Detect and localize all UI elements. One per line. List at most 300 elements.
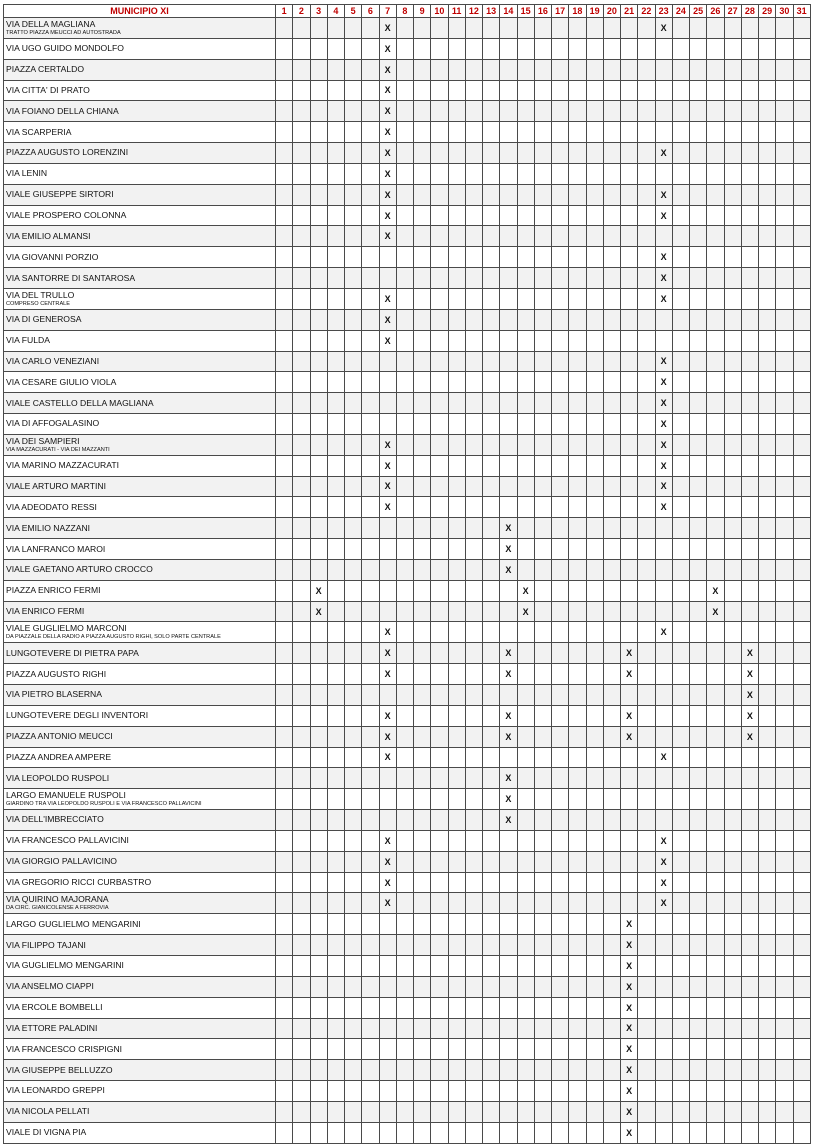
day-cell xyxy=(603,414,620,435)
day-cell xyxy=(638,580,655,601)
day-cell xyxy=(276,622,293,643)
day-cell xyxy=(793,935,810,956)
day-cell xyxy=(448,1122,465,1143)
day-cell xyxy=(793,184,810,205)
day-cell xyxy=(345,893,362,914)
day-cell xyxy=(448,1039,465,1060)
day-cell xyxy=(793,851,810,872)
day-cell xyxy=(672,351,689,372)
day-cell xyxy=(655,1018,672,1039)
day-cell xyxy=(465,976,482,997)
day-cell xyxy=(276,205,293,226)
day-cell xyxy=(793,768,810,789)
day-cell xyxy=(759,143,776,164)
street-cell xyxy=(4,768,276,789)
day-cell xyxy=(465,18,482,39)
day-cell xyxy=(414,288,431,309)
day-cell xyxy=(534,184,551,205)
day-cell xyxy=(690,38,707,59)
day-cell xyxy=(638,351,655,372)
day-cell xyxy=(396,330,413,351)
day-cell xyxy=(552,476,569,497)
day-cell xyxy=(603,38,620,59)
day-cell xyxy=(534,122,551,143)
day-cell xyxy=(414,393,431,414)
day-cell xyxy=(414,80,431,101)
day-cell xyxy=(500,455,517,476)
day-cell xyxy=(414,455,431,476)
day-cell xyxy=(345,184,362,205)
day-cell xyxy=(672,622,689,643)
day-cell xyxy=(448,955,465,976)
day-cell xyxy=(638,288,655,309)
day-cell xyxy=(345,976,362,997)
day-cell xyxy=(759,810,776,831)
day-cell xyxy=(552,38,569,59)
day-cell xyxy=(431,18,448,39)
day-cell xyxy=(362,1060,379,1081)
day-cell xyxy=(569,747,586,768)
day-cell xyxy=(759,476,776,497)
street-name: VIA EMILIO ALMANSI xyxy=(6,230,91,241)
day-cell xyxy=(655,955,672,976)
day-cell xyxy=(759,101,776,122)
day-cell xyxy=(310,59,327,80)
cleaning-mark: X xyxy=(621,1039,638,1060)
cleaning-mark: X xyxy=(379,205,396,226)
day-cell xyxy=(310,288,327,309)
day-cell xyxy=(759,1122,776,1143)
day-cell xyxy=(759,768,776,789)
day-cell xyxy=(724,935,741,956)
day-cell xyxy=(586,476,603,497)
day-cell xyxy=(552,851,569,872)
day-cell xyxy=(483,268,500,289)
day-cell xyxy=(414,330,431,351)
day-cell xyxy=(465,997,482,1018)
day-cell xyxy=(517,268,534,289)
day-cell xyxy=(638,122,655,143)
day-cell xyxy=(379,518,396,539)
day-cell xyxy=(707,997,724,1018)
day-cell xyxy=(362,18,379,39)
day-cell xyxy=(345,997,362,1018)
day-cell xyxy=(431,1081,448,1102)
day-cell xyxy=(517,643,534,664)
day-cell xyxy=(552,455,569,476)
day-cell xyxy=(707,768,724,789)
day-cell xyxy=(465,497,482,518)
day-cell xyxy=(396,497,413,518)
day-cell xyxy=(293,309,310,330)
day-cell xyxy=(638,643,655,664)
cleaning-mark: X xyxy=(741,643,758,664)
day-cell xyxy=(672,789,689,810)
day-cell xyxy=(465,914,482,935)
day-cell xyxy=(534,518,551,539)
day-cell xyxy=(276,705,293,726)
day-cell xyxy=(672,476,689,497)
day-cell xyxy=(327,226,344,247)
day-cell xyxy=(603,372,620,393)
day-cell xyxy=(690,476,707,497)
day-cell xyxy=(603,559,620,580)
day-cell xyxy=(396,872,413,893)
day-cell xyxy=(724,18,741,39)
day-cell xyxy=(431,59,448,80)
cleaning-mark: X xyxy=(655,497,672,518)
day-cell xyxy=(345,747,362,768)
day-cell xyxy=(776,497,793,518)
day-cell xyxy=(586,976,603,997)
day-cell xyxy=(741,872,758,893)
day-cell xyxy=(276,810,293,831)
day-cell xyxy=(707,1122,724,1143)
day-cell xyxy=(396,935,413,956)
day-cell xyxy=(603,1039,620,1060)
day-cell xyxy=(345,1060,362,1081)
day-cell xyxy=(327,935,344,956)
day-cell xyxy=(690,309,707,330)
day-cell xyxy=(603,601,620,622)
day-cell xyxy=(517,810,534,831)
day-cell xyxy=(638,455,655,476)
day-cell xyxy=(293,143,310,164)
day-cell xyxy=(483,351,500,372)
day-cell xyxy=(638,976,655,997)
day-cell xyxy=(345,559,362,580)
day-header: 16 xyxy=(534,5,551,18)
day-cell xyxy=(707,789,724,810)
day-cell xyxy=(293,976,310,997)
day-cell xyxy=(293,685,310,706)
day-cell xyxy=(327,747,344,768)
day-cell xyxy=(448,247,465,268)
day-cell xyxy=(448,205,465,226)
day-cell xyxy=(672,810,689,831)
day-cell xyxy=(793,810,810,831)
day-cell xyxy=(327,893,344,914)
day-cell xyxy=(552,664,569,685)
day-cell xyxy=(483,685,500,706)
day-cell xyxy=(362,539,379,560)
day-cell xyxy=(741,559,758,580)
table-row xyxy=(4,247,811,268)
cleaning-mark: X xyxy=(379,38,396,59)
day-cell xyxy=(293,935,310,956)
day-cell xyxy=(793,1018,810,1039)
day-cell xyxy=(603,205,620,226)
day-cell xyxy=(621,309,638,330)
day-cell xyxy=(655,789,672,810)
day-cell xyxy=(724,976,741,997)
cleaning-mark: X xyxy=(655,184,672,205)
day-cell xyxy=(431,1101,448,1122)
day-cell xyxy=(776,59,793,80)
day-cell xyxy=(655,997,672,1018)
municipio-title: MUNICIPIO XI xyxy=(4,5,276,18)
day-cell xyxy=(345,351,362,372)
day-cell xyxy=(448,59,465,80)
day-cell xyxy=(362,726,379,747)
day-cell xyxy=(448,851,465,872)
day-cell xyxy=(603,226,620,247)
day-cell xyxy=(621,351,638,372)
day-cell xyxy=(500,476,517,497)
table-row xyxy=(4,226,811,247)
street-cell xyxy=(4,685,276,706)
day-cell xyxy=(741,539,758,560)
day-cell xyxy=(534,685,551,706)
day-cell xyxy=(534,288,551,309)
day-cell xyxy=(707,685,724,706)
day-cell xyxy=(465,393,482,414)
day-header: 9 xyxy=(414,5,431,18)
day-cell xyxy=(483,955,500,976)
day-cell xyxy=(793,1039,810,1060)
day-cell xyxy=(483,101,500,122)
day-cell xyxy=(759,518,776,539)
day-cell xyxy=(517,747,534,768)
day-cell xyxy=(517,976,534,997)
day-cell xyxy=(500,851,517,872)
day-cell xyxy=(362,893,379,914)
day-cell xyxy=(534,747,551,768)
day-cell xyxy=(603,685,620,706)
day-cell xyxy=(552,101,569,122)
day-cell xyxy=(431,539,448,560)
day-cell xyxy=(638,163,655,184)
day-cell xyxy=(534,101,551,122)
day-cell xyxy=(672,935,689,956)
day-cell xyxy=(724,1039,741,1060)
day-cell xyxy=(362,434,379,455)
day-cell xyxy=(414,372,431,393)
day-cell xyxy=(396,851,413,872)
day-cell xyxy=(414,518,431,539)
day-cell xyxy=(500,143,517,164)
day-cell xyxy=(483,1039,500,1060)
cleaning-mark: X xyxy=(379,184,396,205)
day-cell xyxy=(414,1101,431,1122)
day-cell xyxy=(672,1101,689,1122)
day-cell xyxy=(621,747,638,768)
day-cell xyxy=(396,747,413,768)
day-cell xyxy=(448,559,465,580)
day-cell xyxy=(431,914,448,935)
day-cell xyxy=(396,1018,413,1039)
street-cell xyxy=(4,518,276,539)
day-cell xyxy=(293,851,310,872)
day-cell xyxy=(569,205,586,226)
day-cell xyxy=(569,455,586,476)
day-cell xyxy=(517,893,534,914)
day-cell xyxy=(655,163,672,184)
day-cell xyxy=(327,601,344,622)
day-cell xyxy=(465,59,482,80)
day-cell xyxy=(552,1060,569,1081)
day-cell xyxy=(655,1039,672,1060)
day-cell xyxy=(793,455,810,476)
day-cell xyxy=(431,143,448,164)
day-cell xyxy=(690,705,707,726)
day-cell xyxy=(759,434,776,455)
street-cell xyxy=(4,1060,276,1081)
day-cell xyxy=(569,184,586,205)
table-row xyxy=(4,955,811,976)
day-cell xyxy=(586,372,603,393)
day-cell xyxy=(362,288,379,309)
day-cell xyxy=(465,288,482,309)
day-cell xyxy=(707,726,724,747)
street-name: VIA PIETRO BLASERNA xyxy=(6,689,102,700)
day-cell xyxy=(396,601,413,622)
day-cell xyxy=(483,768,500,789)
street-name: VIA FRANCESCO PALLAVICINI xyxy=(6,835,129,846)
day-cell xyxy=(483,726,500,747)
street-name: PIAZZA ENRICO FERMI xyxy=(6,585,101,596)
day-cell xyxy=(672,122,689,143)
day-cell xyxy=(327,1081,344,1102)
day-cell xyxy=(414,893,431,914)
day-header: 1 xyxy=(276,5,293,18)
day-cell xyxy=(448,309,465,330)
day-header: 2 xyxy=(293,5,310,18)
street-cell xyxy=(4,580,276,601)
day-cell xyxy=(293,997,310,1018)
day-cell xyxy=(310,685,327,706)
day-cell xyxy=(276,226,293,247)
day-cell xyxy=(362,1101,379,1122)
day-cell xyxy=(534,539,551,560)
day-cell xyxy=(707,288,724,309)
day-cell xyxy=(276,351,293,372)
day-cell xyxy=(741,851,758,872)
day-cell xyxy=(414,38,431,59)
day-cell xyxy=(690,184,707,205)
day-cell xyxy=(396,184,413,205)
day-cell xyxy=(431,184,448,205)
day-cell xyxy=(483,539,500,560)
day-cell xyxy=(362,622,379,643)
street-cell xyxy=(4,643,276,664)
street-cell xyxy=(4,414,276,435)
day-cell xyxy=(672,1060,689,1081)
day-cell xyxy=(724,393,741,414)
day-cell xyxy=(724,1122,741,1143)
day-cell xyxy=(276,476,293,497)
day-cell xyxy=(465,851,482,872)
street-cell xyxy=(4,247,276,268)
day-cell xyxy=(741,434,758,455)
day-cell xyxy=(603,976,620,997)
day-cell xyxy=(793,601,810,622)
street-name: VIA LANFRANCO MAROI xyxy=(6,543,106,554)
day-cell xyxy=(483,372,500,393)
day-cell xyxy=(603,1018,620,1039)
day-cell xyxy=(793,393,810,414)
day-cell xyxy=(414,226,431,247)
day-cell xyxy=(672,205,689,226)
day-cell xyxy=(586,330,603,351)
day-cell xyxy=(431,643,448,664)
day-cell xyxy=(707,705,724,726)
day-cell xyxy=(586,601,603,622)
table-row xyxy=(4,726,811,747)
table-row xyxy=(4,685,811,706)
street-cell xyxy=(4,1039,276,1060)
day-cell xyxy=(362,1081,379,1102)
day-cell xyxy=(483,247,500,268)
day-cell xyxy=(724,309,741,330)
day-cell xyxy=(793,539,810,560)
day-cell xyxy=(276,38,293,59)
cleaning-mark: X xyxy=(621,1060,638,1081)
day-cell xyxy=(310,1101,327,1122)
day-header: 21 xyxy=(621,5,638,18)
day-cell xyxy=(396,80,413,101)
cleaning-mark: X xyxy=(741,664,758,685)
day-cell xyxy=(759,580,776,601)
day-cell xyxy=(293,789,310,810)
day-cell xyxy=(534,330,551,351)
day-cell xyxy=(345,1018,362,1039)
day-cell xyxy=(776,288,793,309)
day-cell xyxy=(310,1039,327,1060)
day-cell xyxy=(379,372,396,393)
day-cell xyxy=(569,955,586,976)
day-cell xyxy=(448,601,465,622)
day-cell xyxy=(362,580,379,601)
day-cell xyxy=(310,122,327,143)
day-cell xyxy=(552,288,569,309)
day-cell xyxy=(483,559,500,580)
day-cell xyxy=(293,1060,310,1081)
cleaning-mark: X xyxy=(741,705,758,726)
day-cell xyxy=(621,455,638,476)
day-cell xyxy=(362,914,379,935)
street-name: VIA SCARPERIA xyxy=(6,126,72,137)
day-cell xyxy=(638,247,655,268)
day-cell xyxy=(396,1122,413,1143)
day-cell xyxy=(569,497,586,518)
day-cell xyxy=(345,455,362,476)
day-cell xyxy=(707,1081,724,1102)
day-cell xyxy=(276,976,293,997)
day-cell xyxy=(327,1101,344,1122)
day-cell xyxy=(707,414,724,435)
day-cell xyxy=(707,434,724,455)
table-row xyxy=(4,414,811,435)
day-cell xyxy=(310,643,327,664)
day-header: 23 xyxy=(655,5,672,18)
day-cell xyxy=(672,80,689,101)
day-cell xyxy=(586,38,603,59)
day-cell xyxy=(759,288,776,309)
day-cell xyxy=(362,810,379,831)
day-cell xyxy=(655,976,672,997)
cleaning-mark: X xyxy=(621,955,638,976)
day-cell xyxy=(431,205,448,226)
day-cell xyxy=(603,455,620,476)
day-cell xyxy=(310,18,327,39)
day-cell xyxy=(552,1039,569,1060)
day-cell xyxy=(672,664,689,685)
day-cell xyxy=(534,1101,551,1122)
table-row xyxy=(4,1060,811,1081)
day-cell xyxy=(586,309,603,330)
day-cell xyxy=(621,539,638,560)
